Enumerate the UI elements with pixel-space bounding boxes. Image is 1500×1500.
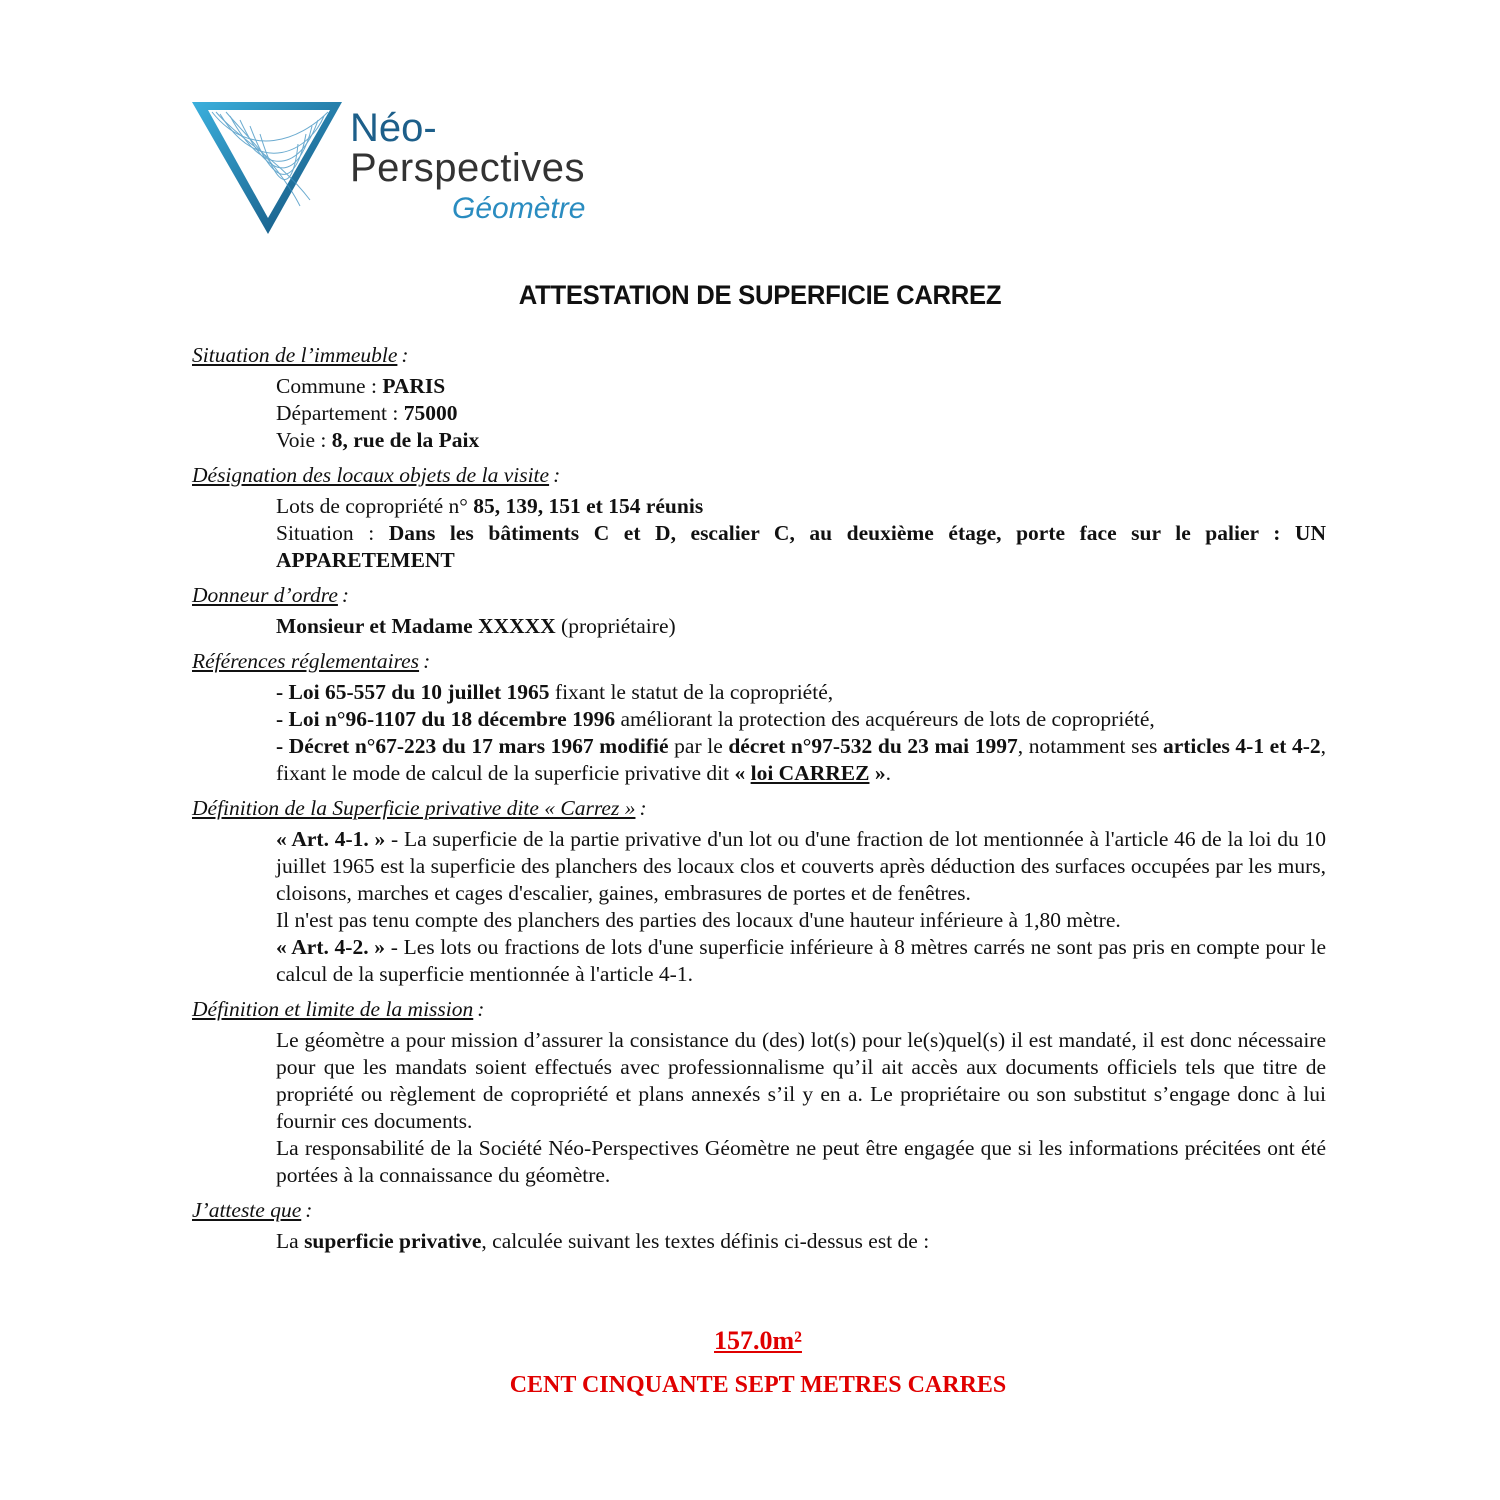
departement-value: 75000 [403,401,458,425]
donneur-name: Monsieur et Madame XXXXX [276,614,556,638]
lots-line [276,493,1326,520]
reference-item-2 [276,706,1326,733]
attest-text-pre: La [276,1229,305,1253]
heading-text: Définition et limite de la mission [192,997,474,1021]
article-4-1 [276,826,1326,907]
document-title: ATTESTATION DE SUPERFICIE CARREZ [518,280,1002,310]
section-heading-designation [192,462,1326,489]
reference-decree-2: décret n°97-532 du 23 mai 1997 [728,734,1018,758]
heading-text: J’atteste que [192,1198,302,1222]
section-heading-references [192,648,1326,675]
quote-close: » [869,761,886,785]
quote-open: « [734,761,751,785]
heading-colon: : [553,463,561,487]
heading-colon: : [341,583,350,607]
heading-colon: : [477,997,485,1021]
article-4-2 [276,934,1326,988]
heading-text: Références réglementaires [192,649,420,673]
section-heading-attest [192,1197,1326,1224]
heading-text: Définition de la Superficie privative dite « Carrez » [192,796,636,820]
reference-text-2: améliorant la protection des acquéreurs de lots de copropriété, [615,707,1155,731]
lots-label: Lots de copropriété n° [276,494,474,518]
loi-carrez: loi CARREZ [750,761,870,785]
donneur-block [192,613,1326,640]
definition-block [192,826,1326,988]
mission-block [192,1027,1326,1189]
heading-colon: : [639,796,647,820]
logo-line-2: Perspectives [350,146,585,190]
reference-text-3c: , fixant le mode de calcul de la superficie privative dit [276,734,1327,785]
attest-block [192,1228,1326,1255]
situation-line [276,520,1326,574]
mission-paragraph-2: La responsabilité de la Société Néo-Perspectives Géomètre ne peut être engagée que si les informations précitées ont été portées à la connaissance du géomètre. [276,1136,1326,1187]
attest-text-bold: superficie privative [304,1229,482,1253]
reference-articles: articles 4-1 et 4-2 [1162,734,1321,758]
logo-line-3: Géomètre [452,192,586,225]
heading-colon: : [401,343,409,367]
commune-line [276,373,1326,400]
reference-text-1: fixant le statut de la copropriété, [549,680,834,704]
section-heading-situation [192,342,1326,369]
reference-text-3a: par le [668,734,729,758]
commune-value: PARIS [382,374,446,398]
departement-label: Département : [276,401,404,425]
logo-line-1: Néo- [350,106,437,150]
heading-text: Désignation des locaux objets de la visite [192,463,550,487]
company-logo [190,100,610,240]
mission-paragraph-1: Le géomètre a pour mission d’assurer la consistance du (des) lot(s) pour le(s)quel(s) il est mandaté, il est donc nécessaire pour que les mandats soient effectués avec professionnalisme qu’il ait accès aux documents officiels tels que titre de propriété ou règlement de copropriété et plans annexés s’il y en a. Le propriétaire ou son substitut s’engage donc à lui fournir ces documents. [276,1028,1326,1133]
reference-item-3 [276,733,1326,787]
article-4-1-note: Il n'est pas tenu compte des planchers des parties des locaux d'une hauteur inférieure à 1,80 mètre. [276,908,1121,932]
article-4-2-label: « Art. 4-2. » [276,935,386,959]
document-body [192,342,1326,1255]
departement-line [276,400,1326,427]
reference-item-1 [276,679,1326,706]
reference-law-1: - Loi 65-557 du 10 juillet 1965 [276,680,550,704]
voie-value: 8, rue de la Paix [331,428,480,452]
heading-colon: : [305,1198,313,1222]
article-4-1-label: « Art. 4-1. » [276,827,386,851]
article-4-2-text: - Les lots ou fractions de lots d'une superficie inférieure à 8 mètres carrés ne sont pas pris en compte pour le calcul de la superficie mentionnée à l'article 4-1. [276,935,1326,986]
situation-value: Dans les bâtiments C et D, escalier C, au deuxième étage, porte face sur le palier : UN APPARETEMENT [276,521,1326,572]
reference-decree-1: - Décret n°67-223 du 17 mars 1967 modifié [276,734,669,758]
designation-block [192,493,1326,574]
donneur-line [276,613,1326,640]
heading-text: Situation de l’immeuble [192,343,398,367]
references-block [192,679,1326,787]
attest-text-post: , calculée suivant les textes définis ci-dessus est de : [481,1229,930,1253]
reference-law-2: - Loi n°96-1107 du 18 décembre 1996 [276,707,616,731]
attest-line [276,1228,1326,1255]
heading-text: Donneur d’ordre [192,583,338,607]
section-heading-definition [192,795,1326,822]
section-heading-mission [192,996,1326,1023]
reference-text-3b: , notamment ses [1017,734,1163,758]
article-4-1-text: - La superficie de la partie privative d'un lot ou d'une fraction de lot mentionnée à l'article 46 de la loi du 10 juillet 1965 est la superficie des planchers des locaux clos et couverts après déduction des surfaces occupées par les murs, cloisons, marches et cages d'escalier, gaines, embrasures de portes et de fenêtres. [276,827,1326,905]
surface-area-value: 157.0m² [714,1326,802,1355]
voie-label: Voie : [276,428,332,452]
lots-value: 85, 139, 151 et 154 réunis [473,494,704,518]
commune-label: Commune : [276,374,383,398]
triangle-logo-icon [190,100,350,240]
surface-area-words: CENT CINQUANTE SEPT METRES CARRES [509,1372,1007,1398]
reference-end: . [885,761,891,785]
situation-block [192,373,1326,454]
heading-colon: : [423,649,431,673]
situation-label: Situation : [276,521,389,545]
donneur-role: (propriétaire) [555,614,676,638]
voie-line [276,427,1326,454]
section-heading-donneur [192,582,1326,609]
